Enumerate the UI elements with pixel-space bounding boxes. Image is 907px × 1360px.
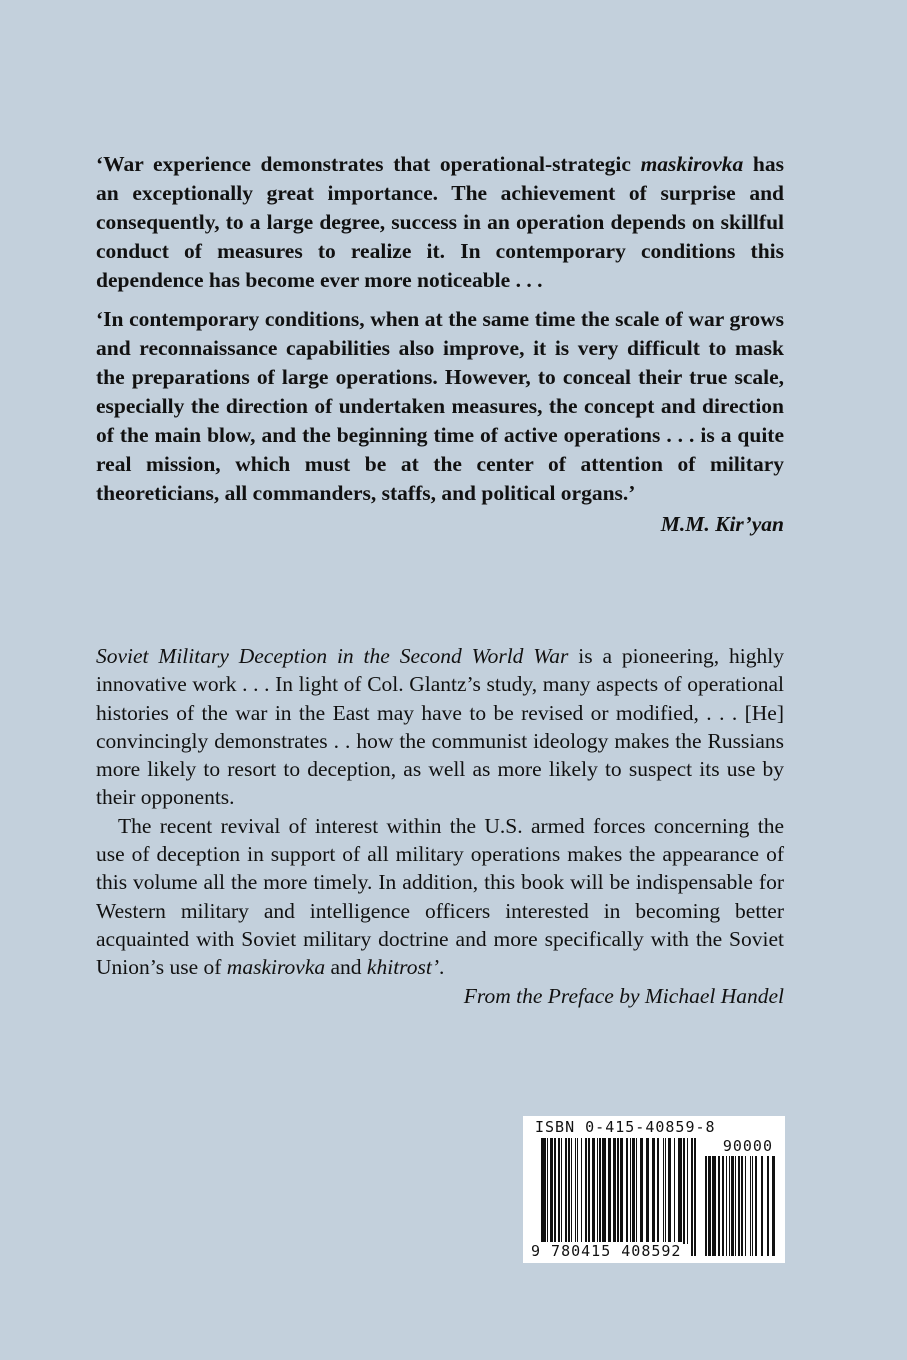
barcode-bar: [646, 1138, 649, 1244]
barcode-guard-bar: [620, 1138, 622, 1256]
ean-digits: 9 780415 408592: [531, 1242, 682, 1260]
barcode-bar: [678, 1138, 682, 1244]
quote-attribution: M.M. Kir’yan: [660, 512, 784, 536]
barcode-bar: [632, 1138, 635, 1244]
barcode-bar: [550, 1138, 553, 1244]
price-code: 90000: [722, 1137, 773, 1155]
barcode-bar: [599, 1138, 601, 1244]
isbn-barcode: [523, 1116, 785, 1263]
barcode-bar: [588, 1138, 590, 1244]
barcode-bar: [767, 1156, 769, 1256]
barcode-bar: [712, 1156, 716, 1256]
review-attribution: From the Preface by Michael Handel: [463, 983, 784, 1008]
barcode-bar: [731, 1156, 734, 1256]
barcode-bar: [630, 1138, 631, 1244]
barcode-bar: [705, 1156, 707, 1256]
isbn-label: ISBN 0-415-40859-8: [535, 1118, 716, 1136]
barcode-bar: [608, 1138, 611, 1244]
barcode-bar: [745, 1156, 746, 1256]
barcode-bar: [561, 1138, 562, 1244]
barcode-bar: [729, 1156, 730, 1256]
barcode-bar: [687, 1138, 688, 1244]
barcode-guard-bar: [694, 1138, 696, 1256]
barcode-bar: [683, 1138, 685, 1244]
barcode-bar: [772, 1156, 775, 1256]
barcode-bar: [592, 1138, 595, 1244]
barcode-bar: [640, 1138, 643, 1244]
barcode-bar: [585, 1138, 587, 1244]
barcode-bar: [575, 1138, 576, 1244]
barcode-bar: [735, 1156, 736, 1256]
barcode-bar: [581, 1138, 582, 1244]
barcode-bar: [577, 1138, 578, 1244]
barcode-guard-bar: [541, 1138, 543, 1256]
barcode-bar: [602, 1138, 606, 1244]
review-text: [96, 642, 784, 1010]
barcode-bar: [626, 1138, 628, 1244]
review-term-khitrost: khitrost’: [366, 955, 439, 980]
barcode-bar: [597, 1138, 598, 1244]
barcode-guard-bar: [544, 1138, 546, 1256]
review-paragraph-1: Soviet Military Deception in the Second World War is a pioneering, highly innovative work . . . In light of Col. Glantz’s study, many aspects of operational histories of the war in the East may have to be revised or modified, . . . [He] convincingly demonstrates . . how the communist ideology makes the Russians more likely to resort to deception, as well as more likely to suspect its use by their opponents.: [96, 644, 784, 810]
quote-paragraph-2: ‘In contemporary conditions, when at the same time the scale of war grows and reconnaissance capabilities also improve, it is very difficult to mask the preparations of large operations. However, to conceal their true scale, especially the direction of undertaken measures, the concept and direction of the main blow, and the beginning time of active operations . . . is a quite real mission, which must be at the center of attention of military theoreticians, all commanders, staffs, and political organs.’: [96, 307, 784, 505]
back-cover-quote: [96, 150, 784, 539]
book-title: Soviet Military Deception in the Second World War: [96, 644, 569, 668]
barcode-bar: [558, 1138, 560, 1244]
barcode-bar: [665, 1138, 666, 1244]
barcode-bar: [636, 1138, 637, 1244]
barcode-bar: [663, 1138, 664, 1244]
barcode-bar: [657, 1138, 659, 1244]
quote-paragraph-1: ‘War experience demonstrates that operational-strategic maskirovka has an exceptionally great importance. The achievement of surprise and consequently, to a large degree, success in an operation depends on skillful conduct of measures to realize it. In contemporary conditions this dependence has become ever more noticeable . . .: [96, 152, 785, 292]
barcode-bar: [761, 1156, 763, 1256]
barcode-bar: [547, 1138, 548, 1244]
barcode-bar: [722, 1156, 724, 1256]
barcode-bar: [741, 1156, 743, 1256]
barcode-bar: [726, 1156, 727, 1256]
barcode-bar: [752, 1156, 753, 1256]
barcode-bar: [613, 1138, 616, 1244]
barcode-bar: [571, 1138, 572, 1244]
barcode-bar: [755, 1156, 757, 1256]
barcode-bar: [738, 1156, 740, 1256]
barcode-guard-bar: [617, 1138, 619, 1256]
barcode-guard-bar: [691, 1138, 693, 1256]
barcode-bar: [708, 1156, 711, 1256]
barcode-bar: [668, 1138, 671, 1244]
barcode-bar: [652, 1138, 655, 1244]
quote-term-maskirovka: maskirovka: [640, 152, 744, 176]
review-term-maskirovka: maskirovka: [226, 955, 326, 980]
barcode-bar: [674, 1138, 675, 1244]
review-paragraph-2: The recent revival of interest within the U.S. armed forces concerning the use of deception in support of all military operations makes the appearance of this volume all the more timely. In addition, this book will be indispensable for Western military and intelligence officers interested in becoming better acquainted with Soviet military doctrine and more specifically with the Soviet Union’s use of maskirovka and khitrost’.: [96, 813, 784, 980]
barcode-bar: [554, 1138, 556, 1244]
barcode-bar: [568, 1138, 570, 1244]
barcode-bar: [565, 1138, 567, 1244]
barcode-bar: [750, 1156, 751, 1256]
barcode-bar: [718, 1156, 720, 1256]
